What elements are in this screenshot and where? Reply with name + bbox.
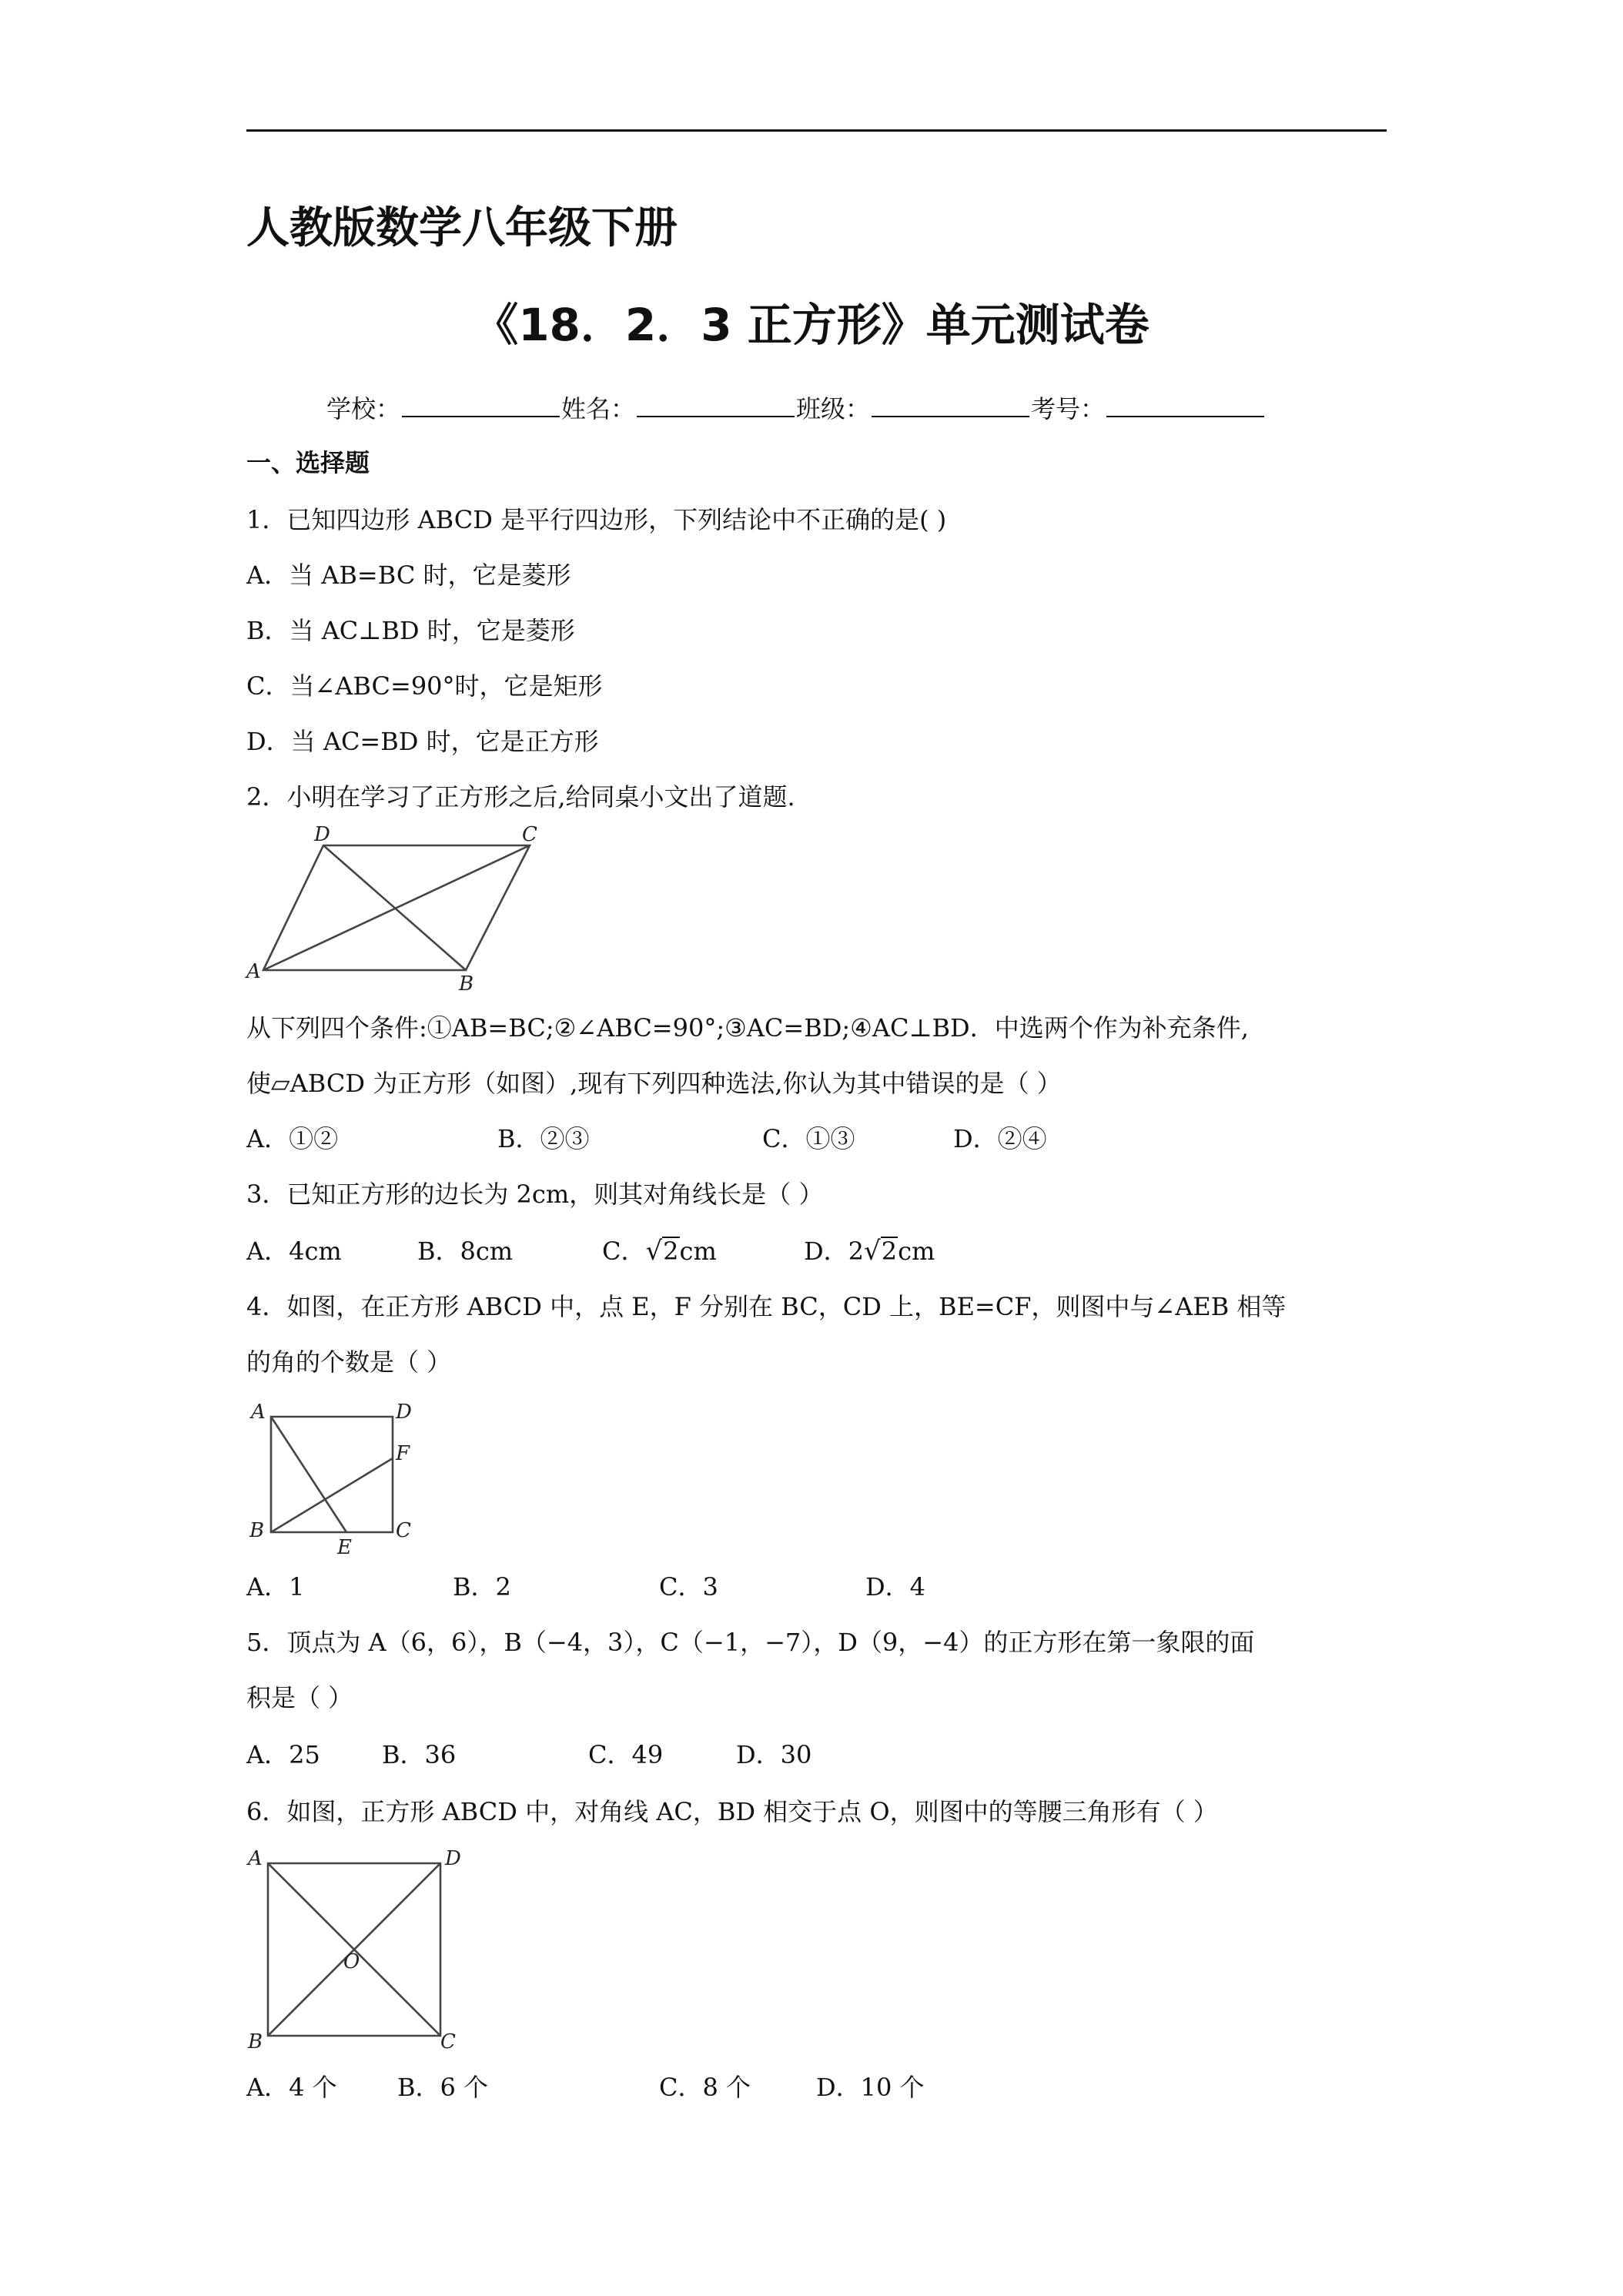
label-b: B [248, 2030, 263, 2053]
class-label: 班级： [796, 394, 871, 423]
section-title: 一、选择题 [246, 448, 370, 477]
q3-stem: 3．已知正方形的边长为 2cm，则其对角线长是（ ） [246, 1180, 824, 1209]
q6-stem: 6．如图，正方形 ABCD 中，对角线 AC，BD 相交于点 O，则图中的等腰三角形有（ ） [246, 1797, 1218, 1826]
q6-option-b: B．6 个 [397, 2073, 489, 2102]
q1-option-d: D．当 AC=BD 时，它是正方形 [246, 727, 599, 756]
label-f: F [396, 1442, 410, 1465]
q3-option-c: C．√2cm [602, 1233, 717, 1269]
q4-option-c: C．3 [659, 1572, 718, 1602]
school-label: 学校： [326, 394, 401, 423]
q5-stem-line1: 5．顶点为 A（6，6），B（−4，3），C（−1，−7），D（9，−4）的正方形在第一象限的面 [246, 1628, 1255, 1657]
q1-stem: 1．已知四边形 ABCD 是平行四边形，下列结论中不正确的是( ) [246, 505, 947, 534]
q6-option-c: C．8 个 [659, 2073, 751, 2102]
q2-stem: 2．小明在学习了正方形之后,给同桌小文出了道题. [246, 782, 795, 812]
q3-option-d: D．2√2cm [804, 1233, 935, 1269]
q6-option-d: D．10 个 [816, 2073, 925, 2102]
q6-square-figure [246, 1846, 470, 2054]
q2-body-line2: 使▱ABCD 为正方形（如图）,现有下列四种选法,你认为其中错误的是（ ） [246, 1069, 1062, 1098]
q5-option-a: A．25 [246, 1740, 320, 1769]
label-a: A [248, 1847, 263, 1870]
q2-parallelogram-figure [246, 823, 547, 996]
segment-ae [271, 1417, 346, 1532]
label-b: B [459, 972, 474, 996]
q1-option-a: A．当 AB=BC 时，它是菱形 [246, 561, 571, 590]
label-d: D [314, 823, 330, 846]
label-o: O [343, 1950, 360, 1973]
q2-option-b: B．②③ [497, 1124, 590, 1153]
label-a: A [251, 1401, 266, 1424]
q3-option-b: B．8cm [417, 1237, 514, 1266]
id-label: 考号： [1031, 394, 1106, 423]
q4-square-figure [246, 1400, 423, 1559]
sqrt-sign: √2 [645, 1236, 679, 1267]
test-subtitle: 《18．2．3 正方形》单元测试卷 [474, 299, 1149, 351]
page-title: 人教版数学八年级下册 [246, 203, 678, 253]
student-info-row [326, 391, 1266, 427]
q5-option-c: C．49 [588, 1740, 664, 1769]
q5-stem-line2: 积是（ ） [246, 1683, 353, 1712]
q2-option-c: C．①③ [762, 1124, 855, 1153]
name-label: 姓名： [561, 394, 636, 423]
label-b: B [249, 1519, 265, 1542]
label-d: D [396, 1401, 412, 1424]
label-c: C [522, 823, 537, 846]
q4-option-d: D．4 [865, 1572, 926, 1602]
q2-body-line1: 从下列四个条件:①AB=BC;②∠ABC=90°;③AC=BD;④AC⊥BD．中选两个作为补充条件, [246, 1013, 1249, 1043]
name-blank[interactable] [637, 391, 795, 417]
label-c: C [396, 1519, 411, 1542]
segment-bf [271, 1458, 393, 1532]
q4-stem-line1: 4．如图，在正方形 ABCD 中，点 E，F 分别在 BC，CD 上，BE=CF，则图中与∠AEB 相等 [246, 1292, 1287, 1321]
diagonal-bd [323, 845, 466, 970]
diagonal-ac [263, 845, 530, 970]
label-d: D [445, 1847, 461, 1870]
label-e: E [337, 1536, 352, 1559]
q2-option-d: D．②④ [953, 1124, 1047, 1153]
square-abcd [271, 1417, 393, 1532]
label-a: A [246, 960, 261, 983]
q3-option-a: A．4cm [246, 1237, 342, 1266]
q5-option-d: D．30 [736, 1740, 812, 1769]
sqrt-sign: √2 [864, 1236, 898, 1267]
q5-option-b: B．36 [382, 1740, 457, 1769]
class-blank[interactable] [872, 391, 1029, 417]
q6-option-a: A．4 个 [246, 2073, 337, 2102]
label-c: C [440, 2030, 456, 2053]
id-blank[interactable] [1106, 391, 1264, 417]
q4-option-b: B．2 [453, 1572, 511, 1602]
q1-option-b: B．当 AC⊥BD 时，它是菱形 [246, 616, 575, 645]
header-rule [246, 129, 1387, 132]
q1-option-c: C．当∠ABC=90°时，它是矩形 [246, 671, 603, 701]
school-blank[interactable] [402, 391, 560, 417]
q4-stem-line2: 的角的个数是（ ） [246, 1347, 452, 1377]
q2-option-a: A．①② [246, 1124, 339, 1153]
q4-option-a: A．1 [246, 1572, 305, 1602]
